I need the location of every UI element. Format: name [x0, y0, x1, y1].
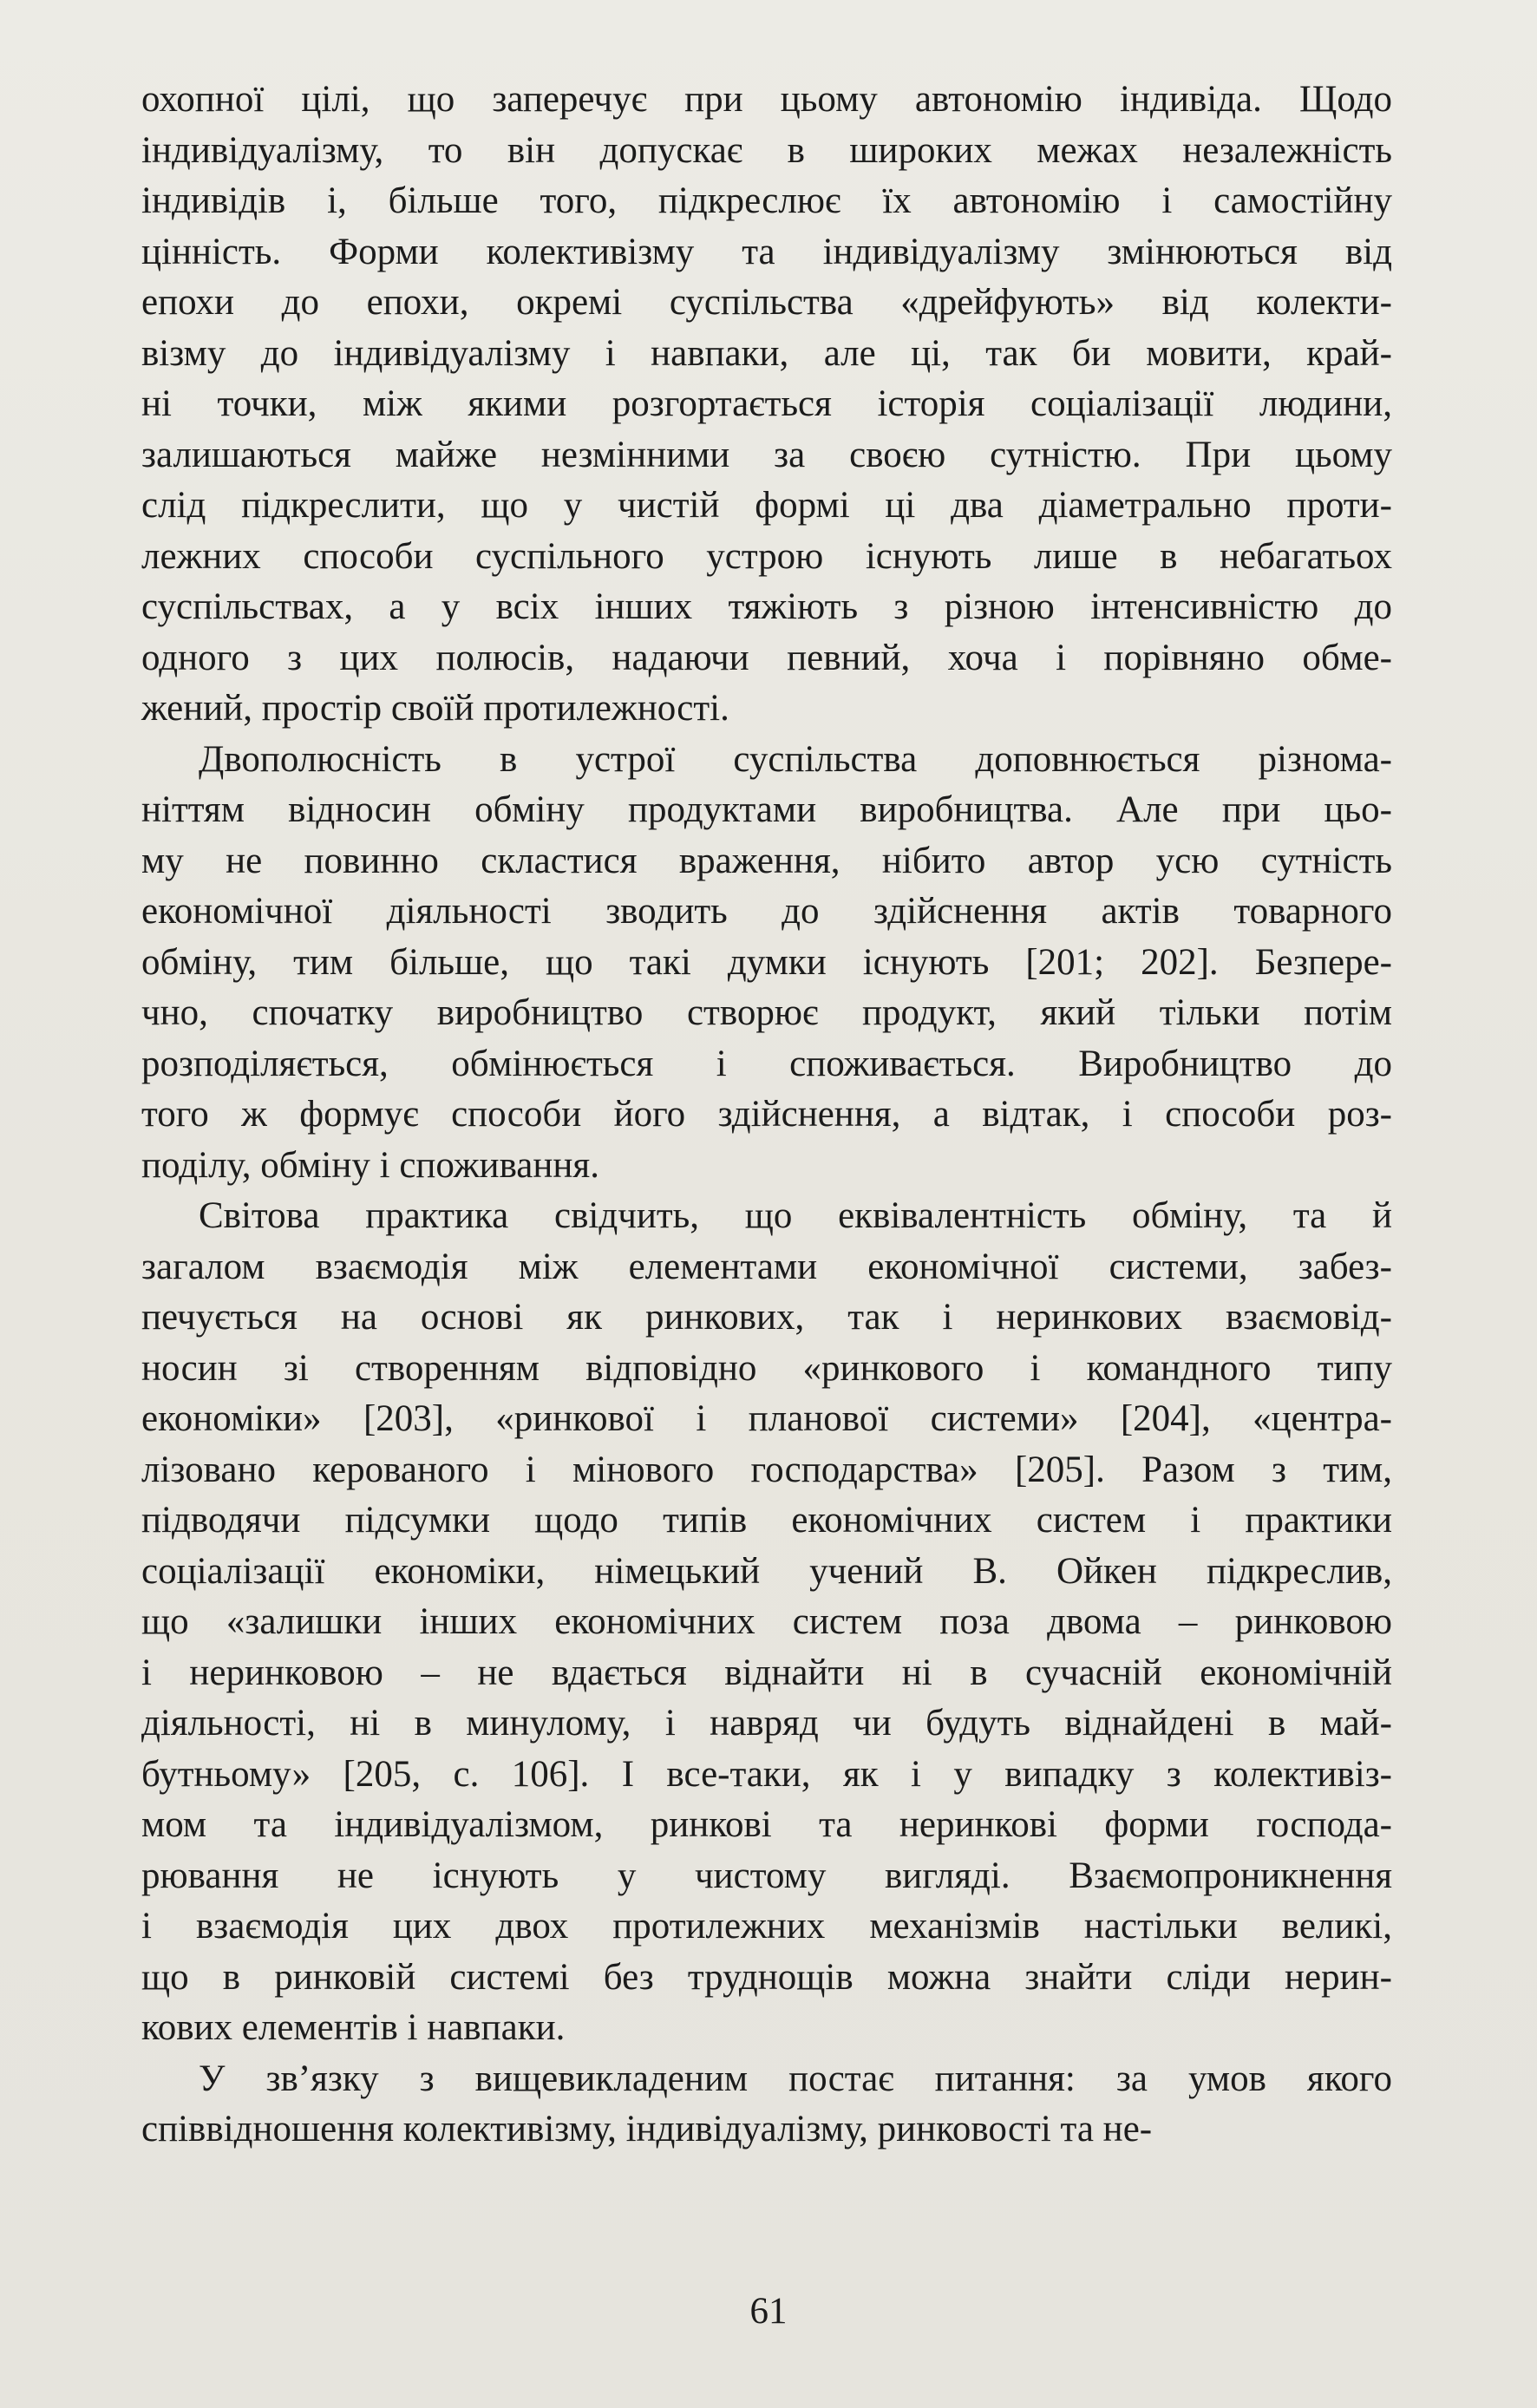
text-line: діяльності, ні в минулому, і навряд чи будуть віднайдені в май- — [141, 1703, 1392, 1744]
text-line: поділу, обміну і споживання. — [141, 1144, 599, 1186]
text-line: що в ринковій системі без труднощів можна знайти сліди нерин- — [141, 1956, 1392, 1998]
text-line: залишаються майже незмінними за своєю сутністю. При цьому — [141, 434, 1392, 475]
text-line: що «залишки інших економічних систем поза двома – ринковою — [141, 1601, 1392, 1642]
text-line: бутньому» [205, с. 106]. І все-таки, як і у випадку з колективіз- — [141, 1753, 1392, 1795]
text-line: і взаємодія цих двох протилежних механізмів настільки великі, — [141, 1906, 1392, 1947]
text-line: кових елементів і навпаки. — [141, 2007, 566, 2048]
text-line: му не повинно скластися враження, нібито автор усю сутність — [141, 840, 1392, 881]
text-line: лізовано керованого і мінового господарства» [205]. Разом з тим, — [141, 1449, 1392, 1490]
text-line: економіки» [203], «ринкової і планової системи» [204], «центра- — [141, 1398, 1392, 1439]
text-line: охопної цілі, що заперечує при цьому автономію індивіда. Щодо — [141, 79, 1392, 120]
text-line: того ж формує способи його здійснення, а відтак, і способи роз- — [141, 1094, 1392, 1135]
text-line: рювання не існують у чистому вигляді. Взаємопроникнення — [141, 1855, 1392, 1896]
page-number: 61 — [749, 2291, 788, 2332]
text-line: ніттям відносин обміну продуктами виробництва. Але при цьо- — [141, 789, 1392, 830]
text-line: одного з цих полюсів, надаючи певний, хоча і порівняно обме- — [141, 637, 1392, 678]
text-line: економічної діяльності зводить до здійснення актів товарного — [141, 891, 1392, 932]
text-line: жений, простір своїй протилежності. — [141, 688, 729, 729]
text-line: соціалізації економіки, німецький учений В. Ойкен підкреслив, — [141, 1550, 1392, 1592]
text-line: носин зі створенням відповідно «ринкового і командного типу — [141, 1347, 1392, 1389]
text-line: чно, спочатку виробництво створює продукт, який тільки потім — [141, 992, 1392, 1033]
paragraph — [141, 1191, 1392, 2054]
text-line: мом та індивідуалізмом, ринкові та неринкові форми господа- — [141, 1804, 1392, 1845]
text-line: індивідів і, більше того, підкреслює їх автономію і самостійну — [141, 180, 1392, 221]
text-line: Двополюсність в устрої суспільства доповнюється різнома- — [199, 738, 1392, 780]
text-line: і неринковою – не вдається віднайти ні в сучасній економічній — [141, 1652, 1392, 1693]
text-line: лежних способи суспільного устрою існують лише в небагатьох — [141, 535, 1392, 577]
text-line: підводячи підсумки щодо типів економічних систем і практики — [141, 1500, 1392, 1541]
text-line: загалом взаємодія між елементами економічної системи, забез- — [141, 1246, 1392, 1287]
text-line: Світова практика свідчить, що еквівалентність обміну, та й — [199, 1195, 1392, 1236]
text-line: ні точки, між якими розгортається історія соціалізації людини, — [141, 383, 1392, 424]
text-line: індивідуалізму, то він допускає в широких межах незалежність — [141, 129, 1392, 171]
text-line: співвідношення колективізму, індивідуалізму, ринковості та не- — [141, 2109, 1153, 2150]
paragraph — [141, 735, 1392, 1192]
text-line: печується на основі як ринкових, так і неринкових взаємовід- — [141, 1297, 1392, 1338]
text-line: У зв’язку з вищевикладеним постає питання: за умов якого — [199, 2058, 1392, 2099]
text-line: суспільствах, а у всіх інших тяжіють з різною інтенсивністю до — [141, 586, 1392, 627]
paragraph — [141, 75, 1392, 735]
body-text — [141, 75, 1392, 2156]
text-line: слід підкреслити, що у чистій формі ці два діаметрально проти- — [141, 485, 1392, 526]
text-line: обміну, тим більше, що такі думки існують [201; 202]. Безпере- — [141, 941, 1392, 983]
paragraph — [141, 2054, 1392, 2156]
text-line: візму до індивідуалізму і навпаки, але ці, так би мовити, край- — [141, 332, 1392, 374]
text-line: цінність. Форми колективізму та індивідуалізму змінюються від — [141, 231, 1392, 272]
text-line: розподіляється, обмінюється і споживається. Виробництво до — [141, 1043, 1392, 1084]
text-line: епохи до епохи, окремі суспільства «дрейфують» від колекти- — [141, 282, 1392, 323]
